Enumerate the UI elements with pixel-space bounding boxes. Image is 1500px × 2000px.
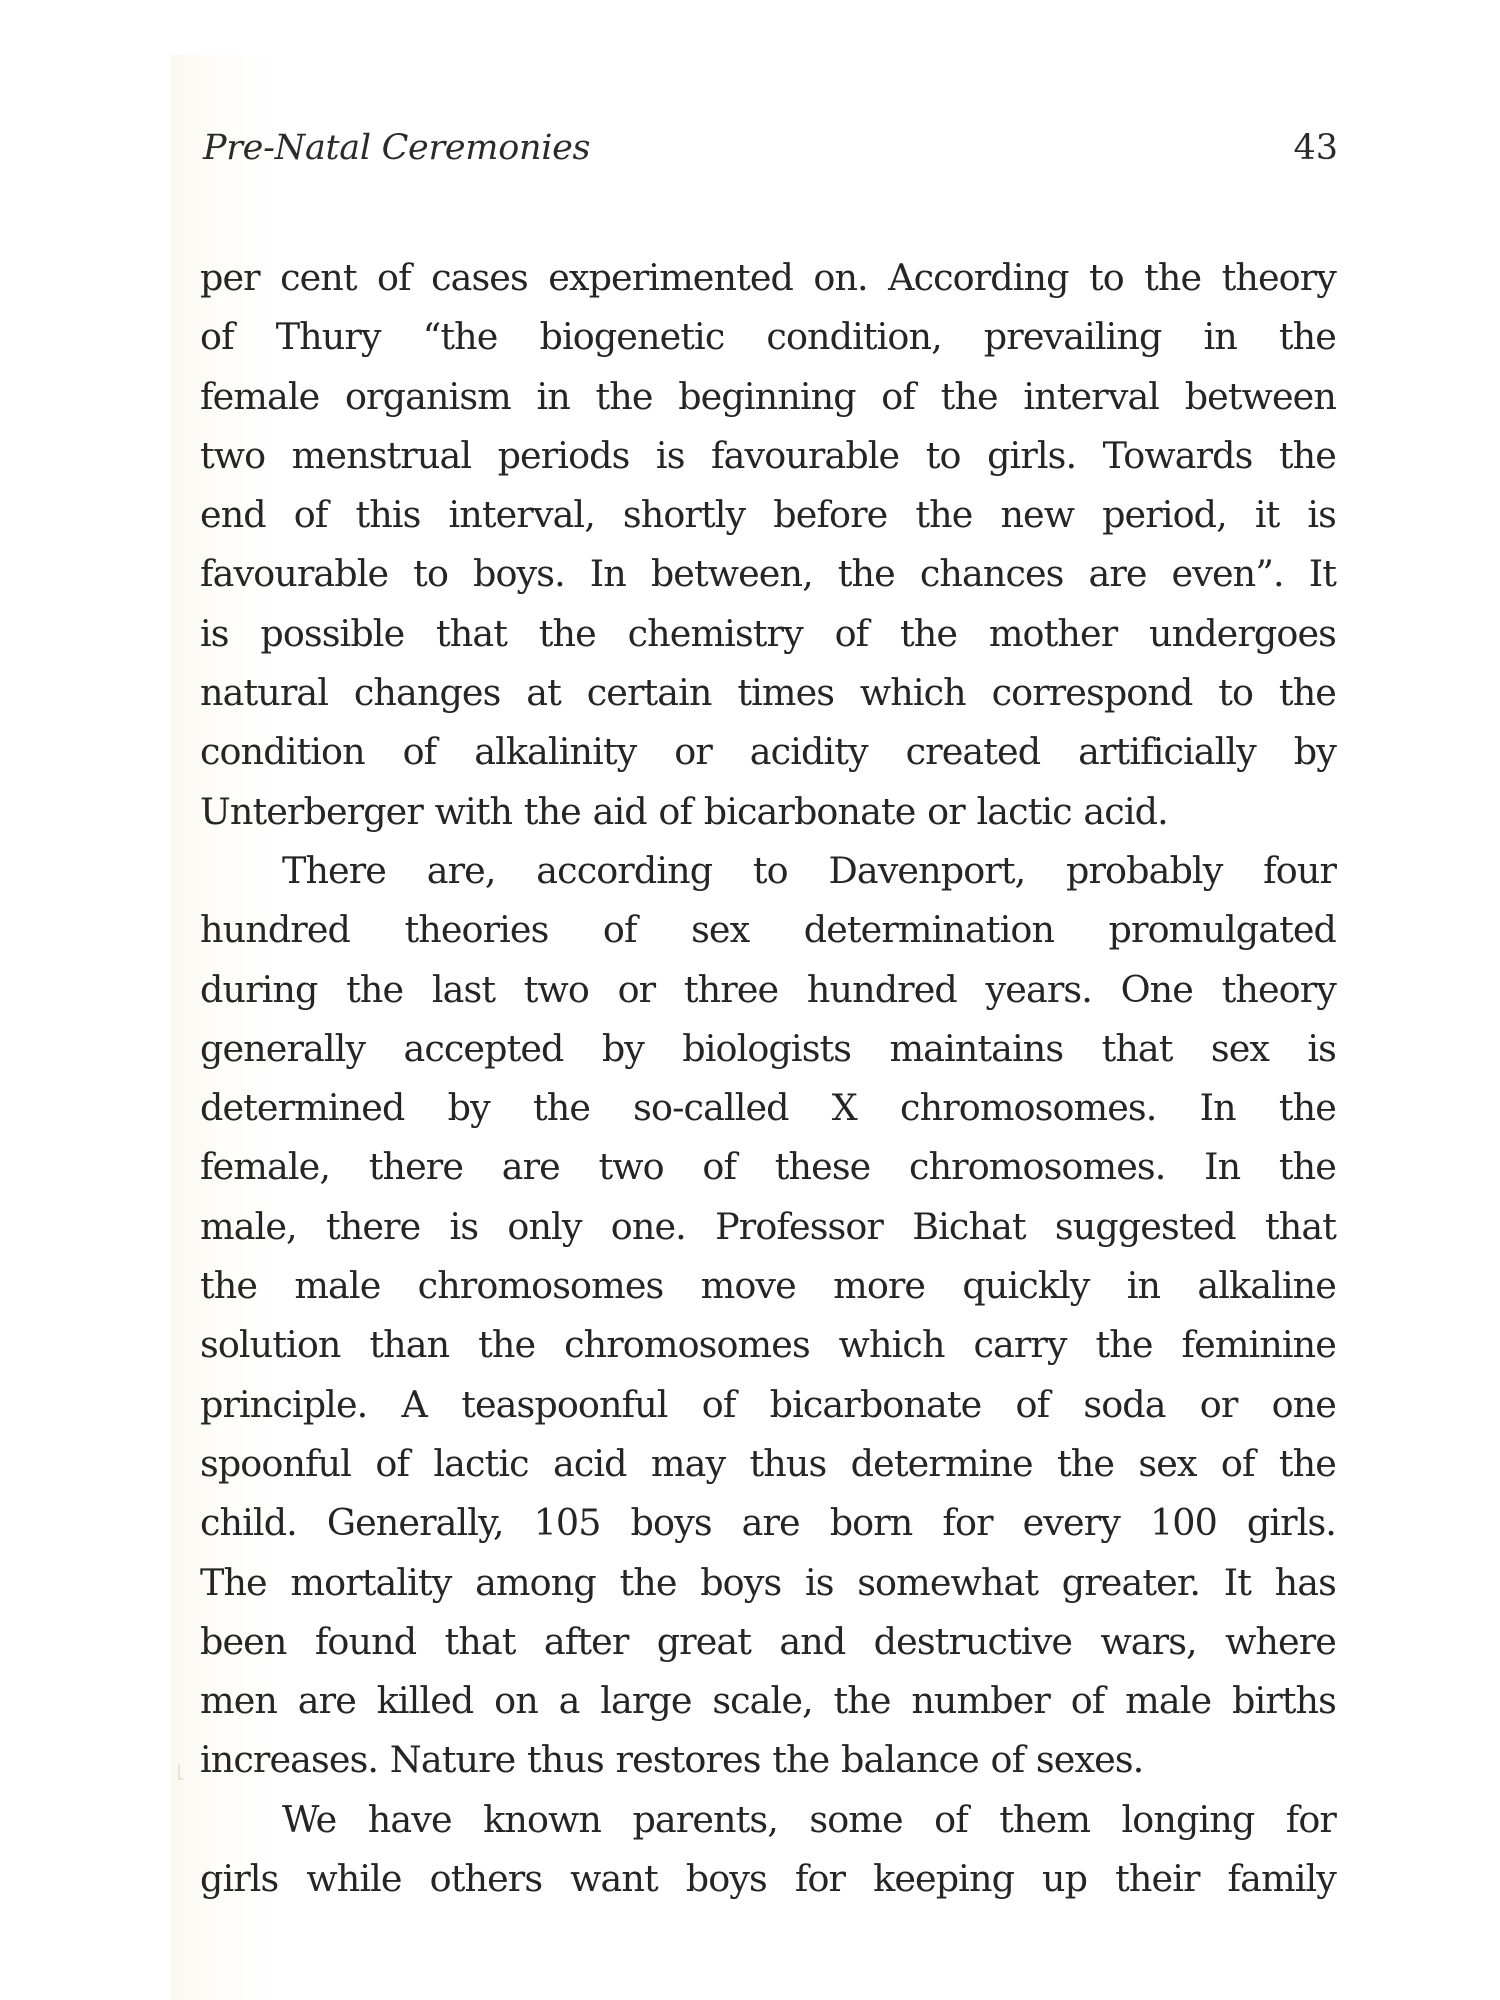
text-line: of Thury “the biogenetic condition, prevailing in the bbox=[200, 315, 1336, 359]
text-line: natural changes at certain times which correspond to the bbox=[200, 671, 1336, 715]
text-line: female, there are two of these chromosomes. In the bbox=[200, 1145, 1336, 1189]
text-line: generally accepted by biologists maintains that sex is bbox=[200, 1026, 1336, 1070]
text-line: spoonful of lactic acid may thus determine the sex of the bbox=[200, 1441, 1336, 1485]
text-line: the male chromosomes move more quickly in alkaline bbox=[200, 1264, 1336, 1308]
text-line: There are, according to Davenport, probably four bbox=[282, 848, 1336, 892]
text-line: per cent of cases experimented on. According to the theory bbox=[200, 256, 1336, 299]
running-head bbox=[203, 128, 1338, 178]
text-line: end of this interval, shortly before the new period, it is bbox=[200, 493, 1336, 537]
page-number: 43 bbox=[1293, 128, 1338, 168]
text-line: condition of alkalinity or acidity created artificially by bbox=[200, 730, 1336, 774]
text-line: two menstrual periods is favourable to girls. Towards the bbox=[200, 433, 1336, 477]
text-line: solution than the chromosomes which carry the feminine bbox=[200, 1323, 1336, 1367]
text-line: male, there is only one. Professor Bichat suggested that bbox=[200, 1204, 1336, 1248]
running-title: Pre-Natal Ceremonies bbox=[203, 128, 591, 168]
text-line: Unterberger with the aid of bicarbonate or lactic acid. bbox=[200, 789, 1168, 833]
text-line: female organism in the beginning of the interval between bbox=[200, 374, 1336, 418]
paragraph bbox=[200, 1790, 1336, 1909]
text-line: during the last two or three hundred years. One theory bbox=[200, 967, 1336, 1011]
text-line: increases. Nature thus restores the balance of sexes. bbox=[200, 1738, 1144, 1782]
margin-mark bbox=[178, 1764, 183, 1780]
text-line: child. Generally, 105 boys are born for every 100 girls. bbox=[200, 1501, 1336, 1545]
text-line: favourable to boys. In between, the chances are even”. It bbox=[200, 552, 1336, 596]
text-line: principle. A teaspoonful of bicarbonate of soda or one bbox=[200, 1382, 1336, 1426]
text-line: men are killed on a large scale, the number of male births bbox=[200, 1679, 1336, 1723]
paragraph bbox=[200, 248, 1336, 841]
text-line: The mortality among the boys is somewhat greater. It has bbox=[200, 1560, 1336, 1604]
text-line: is possible that the chemistry of the mother undergoes bbox=[200, 611, 1336, 655]
text-line: girls while others want boys for keeping up their family bbox=[200, 1857, 1336, 1901]
text-line: determined by the so-called X chromosomes. In the bbox=[200, 1086, 1336, 1130]
paragraph bbox=[200, 841, 1336, 1790]
text-line: hundred theories of sex determination promulgated bbox=[200, 908, 1336, 952]
text-line: We have known parents, some of them longing for bbox=[282, 1797, 1336, 1841]
body-text bbox=[200, 248, 1336, 1908]
text-line: been found that after great and destructive wars, where bbox=[200, 1619, 1336, 1663]
